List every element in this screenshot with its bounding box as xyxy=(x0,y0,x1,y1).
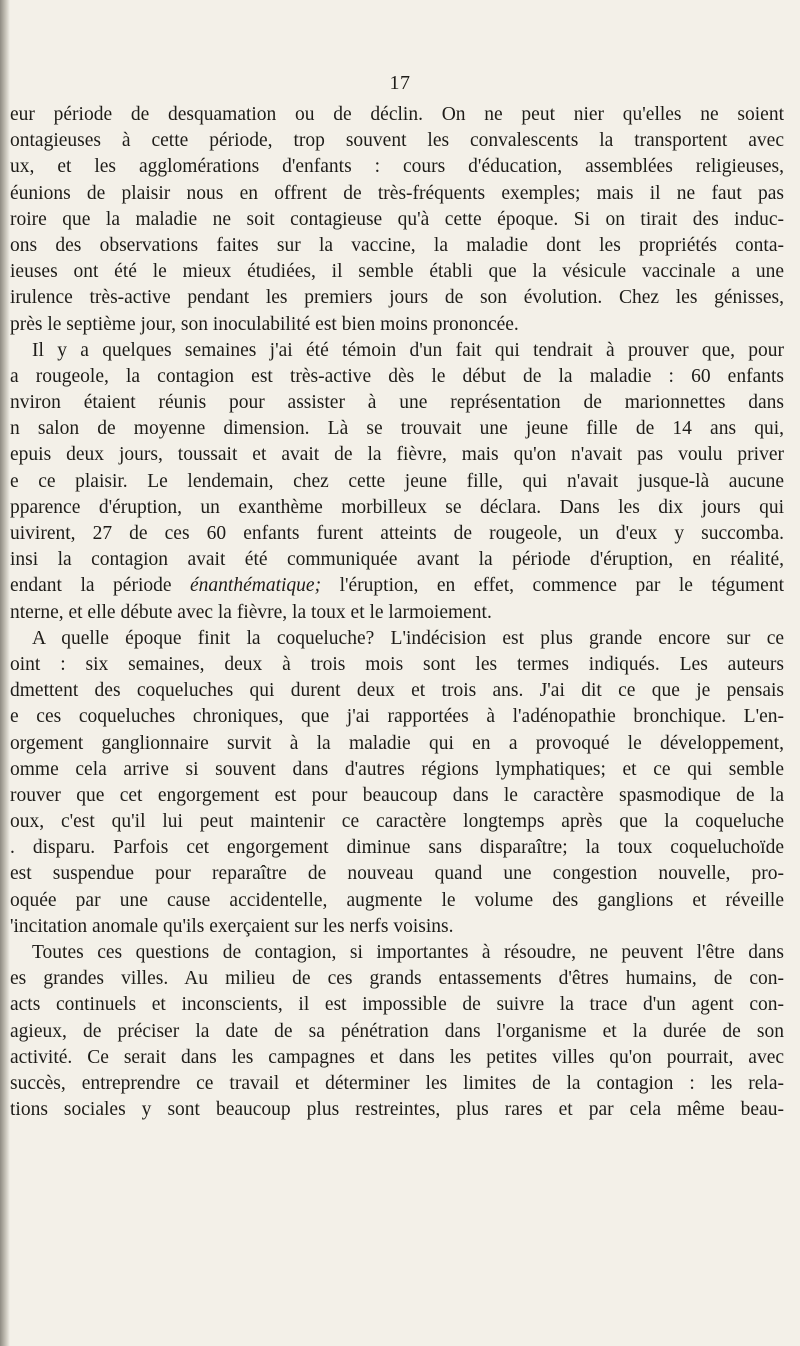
text-line: près le septième jour, son inoculabilité est bien moins prononcée. xyxy=(10,313,519,335)
text-line: Il y a quelques semaines j'ai été témoin d'un fait qui tendrait à prouver que, pour xyxy=(32,339,784,361)
text-line: es grandes villes. Au milieu de ces grands entassements d'êtres humains, de con- xyxy=(10,968,784,990)
text-line: ons des observations faites sur la vaccine, la maladie dont les propriétés conta- xyxy=(10,234,784,256)
text-line: e ces coqueluches chroniques, que j'ai rapportées à l'adénopathie bronchique. L'en- xyxy=(10,706,784,728)
text-line: ux, et les agglomérations d'enfants : cours d'éducation, assemblées religieuses, xyxy=(10,156,784,178)
text-segment: l'éruption, en effet, commence par le tégument xyxy=(321,575,784,597)
text-line: A quelle époque finit la coqueluche? L'indécision est plus grande encore sur ce xyxy=(32,627,784,649)
text-segment: endant la période xyxy=(10,575,191,597)
text-line: roire que la maladie ne soit contagieuse qu'à cette époque. Si on tirait des induc- xyxy=(10,208,784,230)
text-line: est suspendue pour reparaître de nouveau quand une congestion nouvelle, pro- xyxy=(10,863,784,885)
text-line: tions sociales y sont beaucoup plus restreintes, plus rares et par cela même beau- xyxy=(10,1099,784,1121)
text-line: ieuses ont été le mieux étudiées, il semble établi que la vésicule vaccinale a une xyxy=(10,261,784,283)
text-line: éunions de plaisir nous en offrent de très-fréquents exemples; mais il ne faut pas xyxy=(10,182,784,204)
text-line: insi la contagion avait été communiquée avant la période d'éruption, en réalité, xyxy=(10,549,784,571)
text-line: irulence très-active pendant les premiers jours de son évolution. Chez les génisses, xyxy=(10,287,784,309)
text-line: n salon de moyenne dimension. Là se trouvait une jeune fille de 14 ans qui, xyxy=(10,418,784,440)
body-text xyxy=(10,102,784,1123)
text-line: oux, c'est qu'il lui peut maintenir ce caractère longtemps après que la coqueluche xyxy=(10,811,784,833)
text-line: activité. Ce serait dans les campagnes et dans les petites villes qu'on pourrait, avec xyxy=(10,1046,784,1068)
text-line: nterne, et elle débute avec la fièvre, la toux et le larmoiement. xyxy=(10,601,492,623)
page-number: 17 xyxy=(389,72,411,94)
text-line: dmettent des coqueluches qui durent deux et trois ans. J'ai dit ce que je pensais xyxy=(10,680,784,702)
text-line: uivirent, 27 de ces 60 enfants furent atteints de rougeole, un d'eux y succomba. xyxy=(10,523,784,544)
page-gutter-shadow xyxy=(0,0,10,1346)
text-line: nviron étaient réunis pour assister à une représentation de marionnettes dans xyxy=(10,392,784,414)
text-line: agieux, de préciser la date de sa pénétration dans l'organisme et la durée de son xyxy=(10,1020,784,1042)
text-line: pparence d'éruption, un exanthème morbilleux se déclara. Dans les dix jours qui xyxy=(10,496,784,518)
text-line: orgement ganglionnaire survit à la maladie qui en a provoqué le développement, xyxy=(10,732,784,754)
text-line: ontagieuses à cette période, trop souvent les convalescents la transportent avec xyxy=(10,130,784,152)
text-line: e ce plaisir. Le lendemain, chez cette jeune fille, qui n'avait jusque-là aucune xyxy=(10,470,784,492)
text-line: rouver que cet engorgement est pour beaucoup dans le caractère spasmodique de la xyxy=(10,784,784,806)
text-line xyxy=(10,573,784,599)
text-line: succès, entreprendre ce travail et déterminer les limites de la contagion : les rela- xyxy=(10,1072,784,1094)
text-line: 'incitation anomale qu'ils exerçaient sur les nerfs voisins. xyxy=(10,915,454,937)
text-line: Toutes ces questions de contagion, si importantes à résoudre, ne peuvent l'être dans xyxy=(32,942,784,963)
text-line: omme cela arrive si souvent dans d'autres régions lymphatiques; et ce qui semble xyxy=(10,758,784,780)
text-line: oint : six semaines, deux à trois mois sont les termes indiqués. Les auteurs xyxy=(10,653,784,675)
text-line: . disparu. Parfois cet engorgement diminue sans disparaître; la toux coqueluchoïde xyxy=(10,837,784,859)
text-line: oquée par une cause accidentelle, augmente le volume des ganglions et réveille xyxy=(10,889,784,911)
text-line: eur période de desquamation ou de déclin. On ne peut nier qu'elles ne soient xyxy=(10,104,784,125)
italic-term: énanthématique; xyxy=(190,575,322,597)
text-line: epuis deux jours, toussait et avait de la fièvre, mais qu'on n'avait pas voulu priver xyxy=(10,444,784,466)
text-line: acts continuels et inconscients, il est impossible de suivre la trace d'un agent con- xyxy=(10,994,784,1016)
text-line: a rougeole, la contagion est très-active dès le début de la maladie : 60 enfants xyxy=(10,365,784,387)
